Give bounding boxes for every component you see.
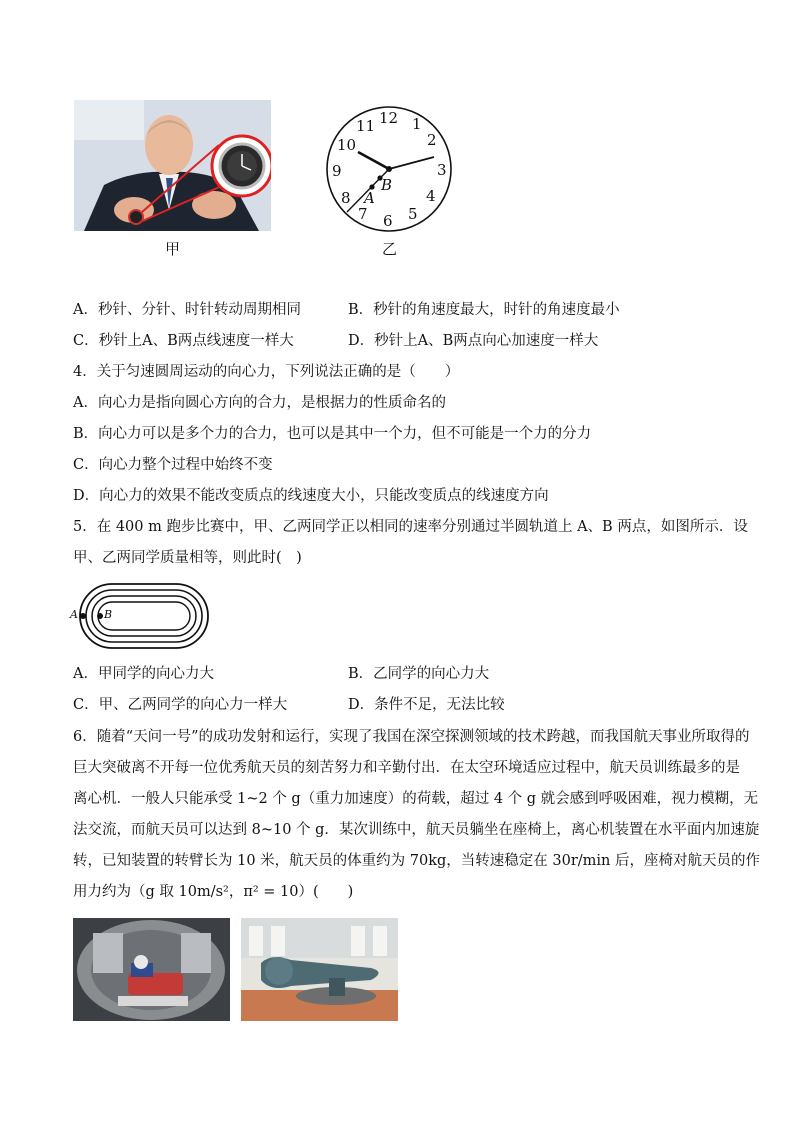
- q5-stem-line1: 5．在 400 m 跑步比赛中，甲、乙两同学正以相同的速率分别通过半圆轨道上 A、B 两点，如图所示．设: [73, 519, 748, 535]
- person-with-watch-illustration: [74, 100, 271, 231]
- q6-line-4: 法交流，而航天员可以达到 8~10 个 g．某次训练中，航天员躺坐在座椅上，离心机装置在水平面内加速旋: [73, 822, 760, 838]
- caption-jia: 甲: [165, 240, 181, 258]
- clock-number-12: 12: [379, 109, 399, 127]
- centrifuge-machine-photo: [241, 918, 398, 1021]
- q4-option-a: A．向心力是指向圆心方向的合力，是根据力的性质命名的: [73, 395, 446, 411]
- q3-option-b: B．秒针的角速度最大，时针的角速度最小: [348, 302, 620, 318]
- photo-jia: [74, 100, 271, 231]
- centrifuge-cabin-illustration: [73, 918, 230, 1021]
- q6-line-3: 离心机．一般人只能承受 1~2 个 g（重力加速度）的荷载，超过 4 个 g 就会感到呼吸困难，视力模糊，无: [73, 791, 759, 807]
- running-track-figure: [70, 580, 210, 652]
- q3-option-d: D．秒针上A、B两点向心加速度一样大: [348, 333, 599, 349]
- q6-line-2: 巨大突破离不开每一位优秀航天员的刻苦努力和辛勤付出．在太空环境适应过程中，航天员训练最多的是: [73, 760, 740, 776]
- track-label-a: A: [70, 608, 78, 621]
- q6-line-1: 6．随着“天问一号”的成功发射和运行，实现了我国在深空探测领域的技术跨越，而我国航天事业所取得的: [73, 729, 750, 745]
- clock-label-b: B: [381, 176, 393, 194]
- q5-option-a: A．甲同学的向心力大: [73, 666, 214, 682]
- q5-option-c: C．甲、乙两同学的向心力一样大: [73, 697, 288, 713]
- clock-number-9: 9: [332, 162, 342, 180]
- clock-label-a: A: [364, 189, 375, 207]
- q5-stem-line2: 甲、乙两同学质量相等，则此时( ): [73, 550, 302, 566]
- caption-yi: 乙: [382, 240, 398, 258]
- clock-number-3: 3: [437, 161, 447, 179]
- q5-option-b: B．乙同学的向心力大: [348, 666, 490, 682]
- clock-number-11: 11: [356, 117, 376, 135]
- track-label-b: B: [104, 608, 113, 621]
- centrifuge-cabin-photo: [73, 918, 230, 1021]
- q5-option-d: D．条件不足，无法比较: [348, 697, 505, 713]
- clock-number-4: 4: [426, 187, 436, 205]
- clock-number-5: 5: [408, 205, 418, 223]
- q4-option-c: C．向心力整个过程中始终不变: [73, 457, 273, 473]
- q4-option-d: D．向心力的效果不能改变质点的线速度大小，只能改变质点的线速度方向: [73, 488, 549, 504]
- clock-number-2: 2: [427, 131, 437, 149]
- clock-figure: [320, 105, 460, 235]
- q6-line-6: 用力约为（g 取 10m/s²，π² = 10）( ): [73, 884, 354, 900]
- clock-number-1: 1: [412, 115, 422, 133]
- centrifuge-machine-illustration: [241, 918, 398, 1021]
- q6-line-5: 转，已知装置的转臂长为 10 米，航天员的体重约为 70kg，当转速稳定在 30r/min 后，座椅对航天员的作: [73, 853, 761, 869]
- running-track-diagram: [70, 580, 210, 652]
- q4-option-b: B．向心力可以是多个力的合力，也可以是其中一个力，但不可能是一个力的分力: [73, 426, 592, 442]
- clock-number-6: 6: [383, 212, 393, 230]
- clock-number-10: 10: [337, 136, 357, 154]
- q3-option-c: C．秒针上A、B两点线速度一样大: [73, 333, 294, 349]
- clock-number-8: 8: [341, 189, 351, 207]
- clock-number-7: 7: [358, 205, 368, 223]
- q3-option-a: A．秒针、分针、时针转动周期相同: [73, 302, 301, 318]
- q4-stem: 4．关于匀速圆周运动的向心力，下列说法正确的是（ ）: [73, 364, 460, 380]
